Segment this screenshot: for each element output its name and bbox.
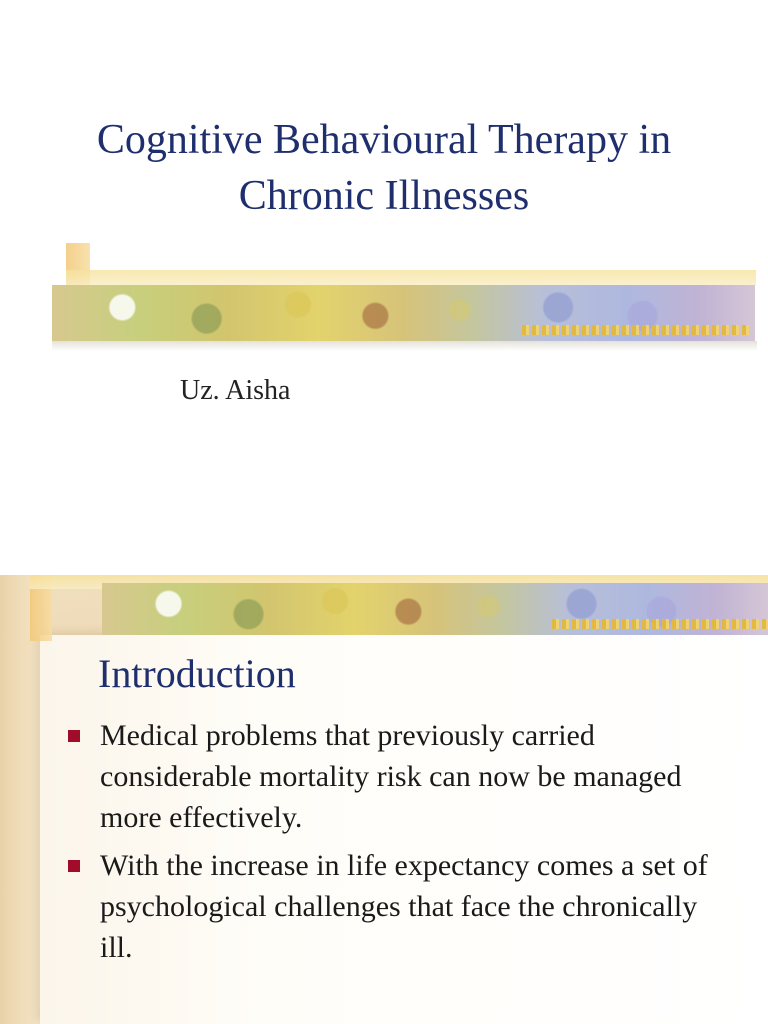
slide-heading: Introduction — [98, 651, 296, 696]
bullet-item — [62, 715, 732, 838]
parchment-edge — [0, 575, 40, 1024]
bullet-text: With the increase in life expectancy comes a set of psychological challenges that face the chronically ill. — [100, 849, 708, 964]
banner-shadow — [52, 341, 757, 351]
title-line-1: Cognitive Behavioural Therapy in — [96, 117, 672, 163]
bullet-list — [62, 715, 732, 975]
slide-introduction — [0, 575, 768, 1024]
leaf-banner-image — [52, 285, 755, 341]
author-name: Uz. Aisha — [180, 375, 291, 406]
bullet-item — [62, 845, 732, 968]
sparkle-strip — [552, 619, 768, 629]
bullet-text: Medical problems that previously carried considerable mortality risk can now be managed more effectively. — [100, 719, 682, 834]
square-bullet-icon — [68, 730, 80, 742]
title-line-2: Chronic Illnesses — [238, 173, 530, 219]
accent-bar-horizontal — [66, 270, 756, 286]
slide-title-heading — [0, 112, 768, 224]
sparkle-strip — [522, 325, 752, 335]
square-bullet-icon — [68, 860, 80, 872]
leaf-banner-image — [102, 583, 768, 635]
